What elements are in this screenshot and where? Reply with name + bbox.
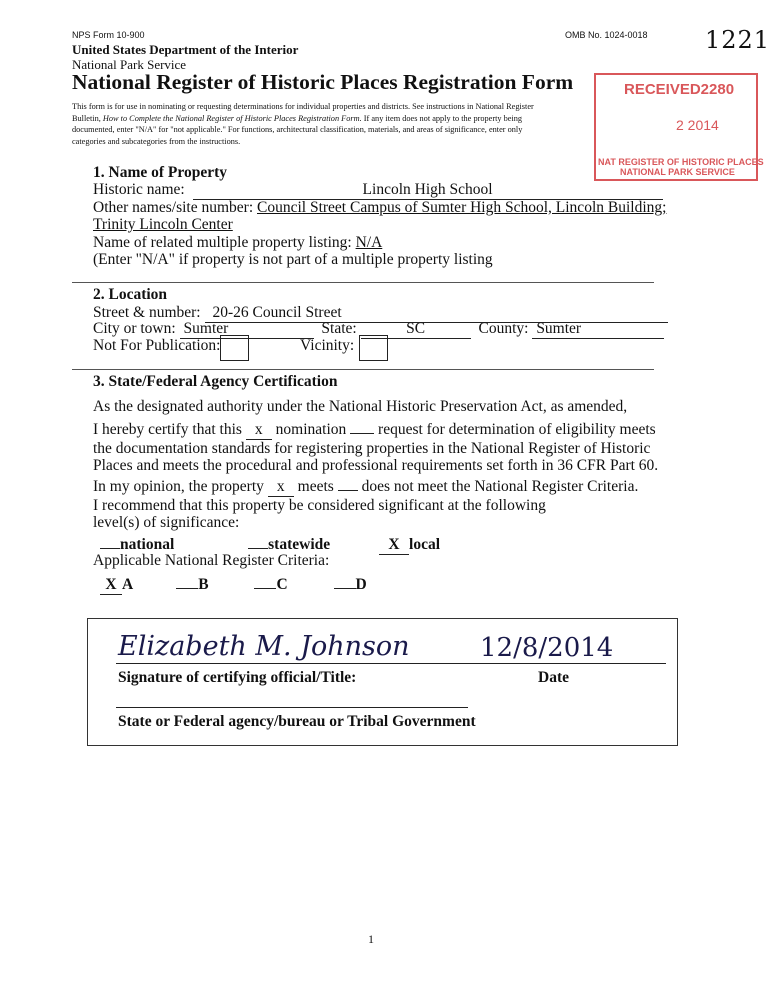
- stamp-received: RECEIVED2280: [624, 81, 735, 98]
- criterion-c-mark[interactable]: [254, 588, 276, 589]
- meets-mark[interactable]: x: [268, 478, 294, 497]
- street-row: Street & number: 20-26 Council Street: [93, 304, 668, 323]
- date-label: Date: [538, 669, 569, 686]
- historic-name-row: Historic name: Lincoln High School: [93, 181, 663, 200]
- instructions-line: documented, enter "N/A" for "not applicable." For functions, architectural classification, materials, and areas of significance, enter only: [72, 125, 523, 134]
- instructions-line: Bulletin, How to Complete the National Register of Historic Places Registration Form. If any item does not apply to the property being: [72, 113, 523, 123]
- page-number: 1: [368, 932, 374, 946]
- nfp-checkbox[interactable]: [220, 335, 249, 361]
- page-title: National Register of Historic Places Registration Form: [72, 70, 574, 94]
- multiple-listing-field[interactable]: N/A: [355, 234, 383, 251]
- criterion-b-mark[interactable]: [176, 588, 198, 589]
- historic-name-field[interactable]: Lincoln High School: [193, 181, 663, 200]
- recommend-line: I recommend that this property be considered significant at the following: [93, 496, 546, 514]
- signature[interactable]: Elizabeth M. Johnson: [118, 631, 410, 662]
- section-divider: [72, 282, 654, 283]
- other-names-row: Other names/site number: Council Street Campus of Sumter High School, Lincoln Building;: [93, 199, 667, 216]
- handwritten-number: 1221: [705, 26, 771, 54]
- instructions-line: This form is for use in nominating or requesting determinations for individual properties and districts. See instructions in National Register: [72, 102, 534, 111]
- signature-line: [116, 663, 666, 664]
- signature-date[interactable]: 12/8/2014: [480, 633, 614, 663]
- other-names-field-2[interactable]: Trinity Lincoln Center: [93, 216, 233, 233]
- does-not-meet-mark[interactable]: [338, 490, 358, 491]
- authority-text: As the designated authority under the National Historic Preservation Act, as amended,: [93, 398, 628, 415]
- opinion-line: In my opinion, the property x meets does not meet the National Register Criteria.: [93, 478, 639, 495]
- certify-line: I hereby certify that this x nomination request for determination of eligibility meets: [93, 421, 656, 438]
- state-field[interactable]: SC: [361, 320, 471, 339]
- omb-number: OMB No. 1024-0018: [565, 30, 648, 40]
- signature-label: Signature of certifying official/Title:: [118, 669, 357, 686]
- vicinity-checkbox[interactable]: [359, 335, 388, 361]
- criterion-d-mark[interactable]: [334, 588, 356, 589]
- form-number: NPS Form 10-900: [72, 30, 145, 40]
- city-field[interactable]: Sumter: [180, 320, 314, 339]
- section1-heading: 1. Name of Property: [93, 164, 228, 181]
- criterion-a-mark[interactable]: X: [100, 576, 122, 595]
- signature-box: [87, 618, 678, 746]
- received-stamp: [594, 73, 764, 181]
- vicinity-label: Vicinity:: [300, 337, 355, 354]
- nfp-label: Not For Publication:: [93, 337, 221, 354]
- multiple-listing-note: (Enter "N/A" if property is not part of a multiple property listing: [93, 251, 493, 268]
- agency-line: [116, 707, 468, 708]
- certify-line: the documentation standards for registering properties in the National Register of Historic: [93, 439, 651, 457]
- stamp-line1: NAT REGISTER OF HISTORIC PLACES: [598, 157, 764, 167]
- local-mark[interactable]: X: [379, 536, 409, 555]
- street-field[interactable]: 20-26 Council Street: [205, 304, 668, 323]
- city-row: City or town: Sumter State: SC County: Sumter: [93, 320, 664, 339]
- county-field[interactable]: Sumter: [532, 320, 664, 339]
- stamp-date: 2 2014: [676, 117, 719, 133]
- significance-levels: national statewide X local: [100, 536, 440, 555]
- certify-line: Places and meets the procedural and professional requirements set forth in 36 CFR Part 60.: [93, 457, 659, 474]
- criteria-checks: X A B C D: [100, 576, 367, 595]
- request-mark[interactable]: [350, 433, 374, 434]
- agency-label: State or Federal agency/bureau or Tribal Government: [118, 713, 476, 730]
- department: United States Department of the Interior: [72, 42, 299, 57]
- certify-paragraph: [93, 421, 658, 475]
- criteria-label: Applicable National Register Criteria:: [93, 552, 330, 569]
- instructions-line: categories and subcategories from the instructions.: [72, 136, 241, 146]
- other-names-field[interactable]: Council Street Campus of Sumter High School, Lincoln Building;: [257, 199, 667, 216]
- section-divider: [72, 369, 654, 370]
- section3-heading: 3. State/Federal Agency Certification: [93, 373, 338, 390]
- multiple-listing-row: Name of related multiple property listing: N/A: [93, 234, 383, 251]
- national-mark[interactable]: [100, 548, 120, 549]
- statewide-mark[interactable]: [248, 548, 268, 549]
- service: National Park Service: [72, 57, 187, 72]
- recommend-line: level(s) of significance:: [93, 514, 240, 531]
- section2-heading: 2. Location: [93, 286, 168, 303]
- stamp-line2: NATIONAL PARK SERVICE: [620, 167, 735, 177]
- nomination-mark[interactable]: x: [246, 421, 272, 440]
- opinion-paragraph: [93, 478, 638, 532]
